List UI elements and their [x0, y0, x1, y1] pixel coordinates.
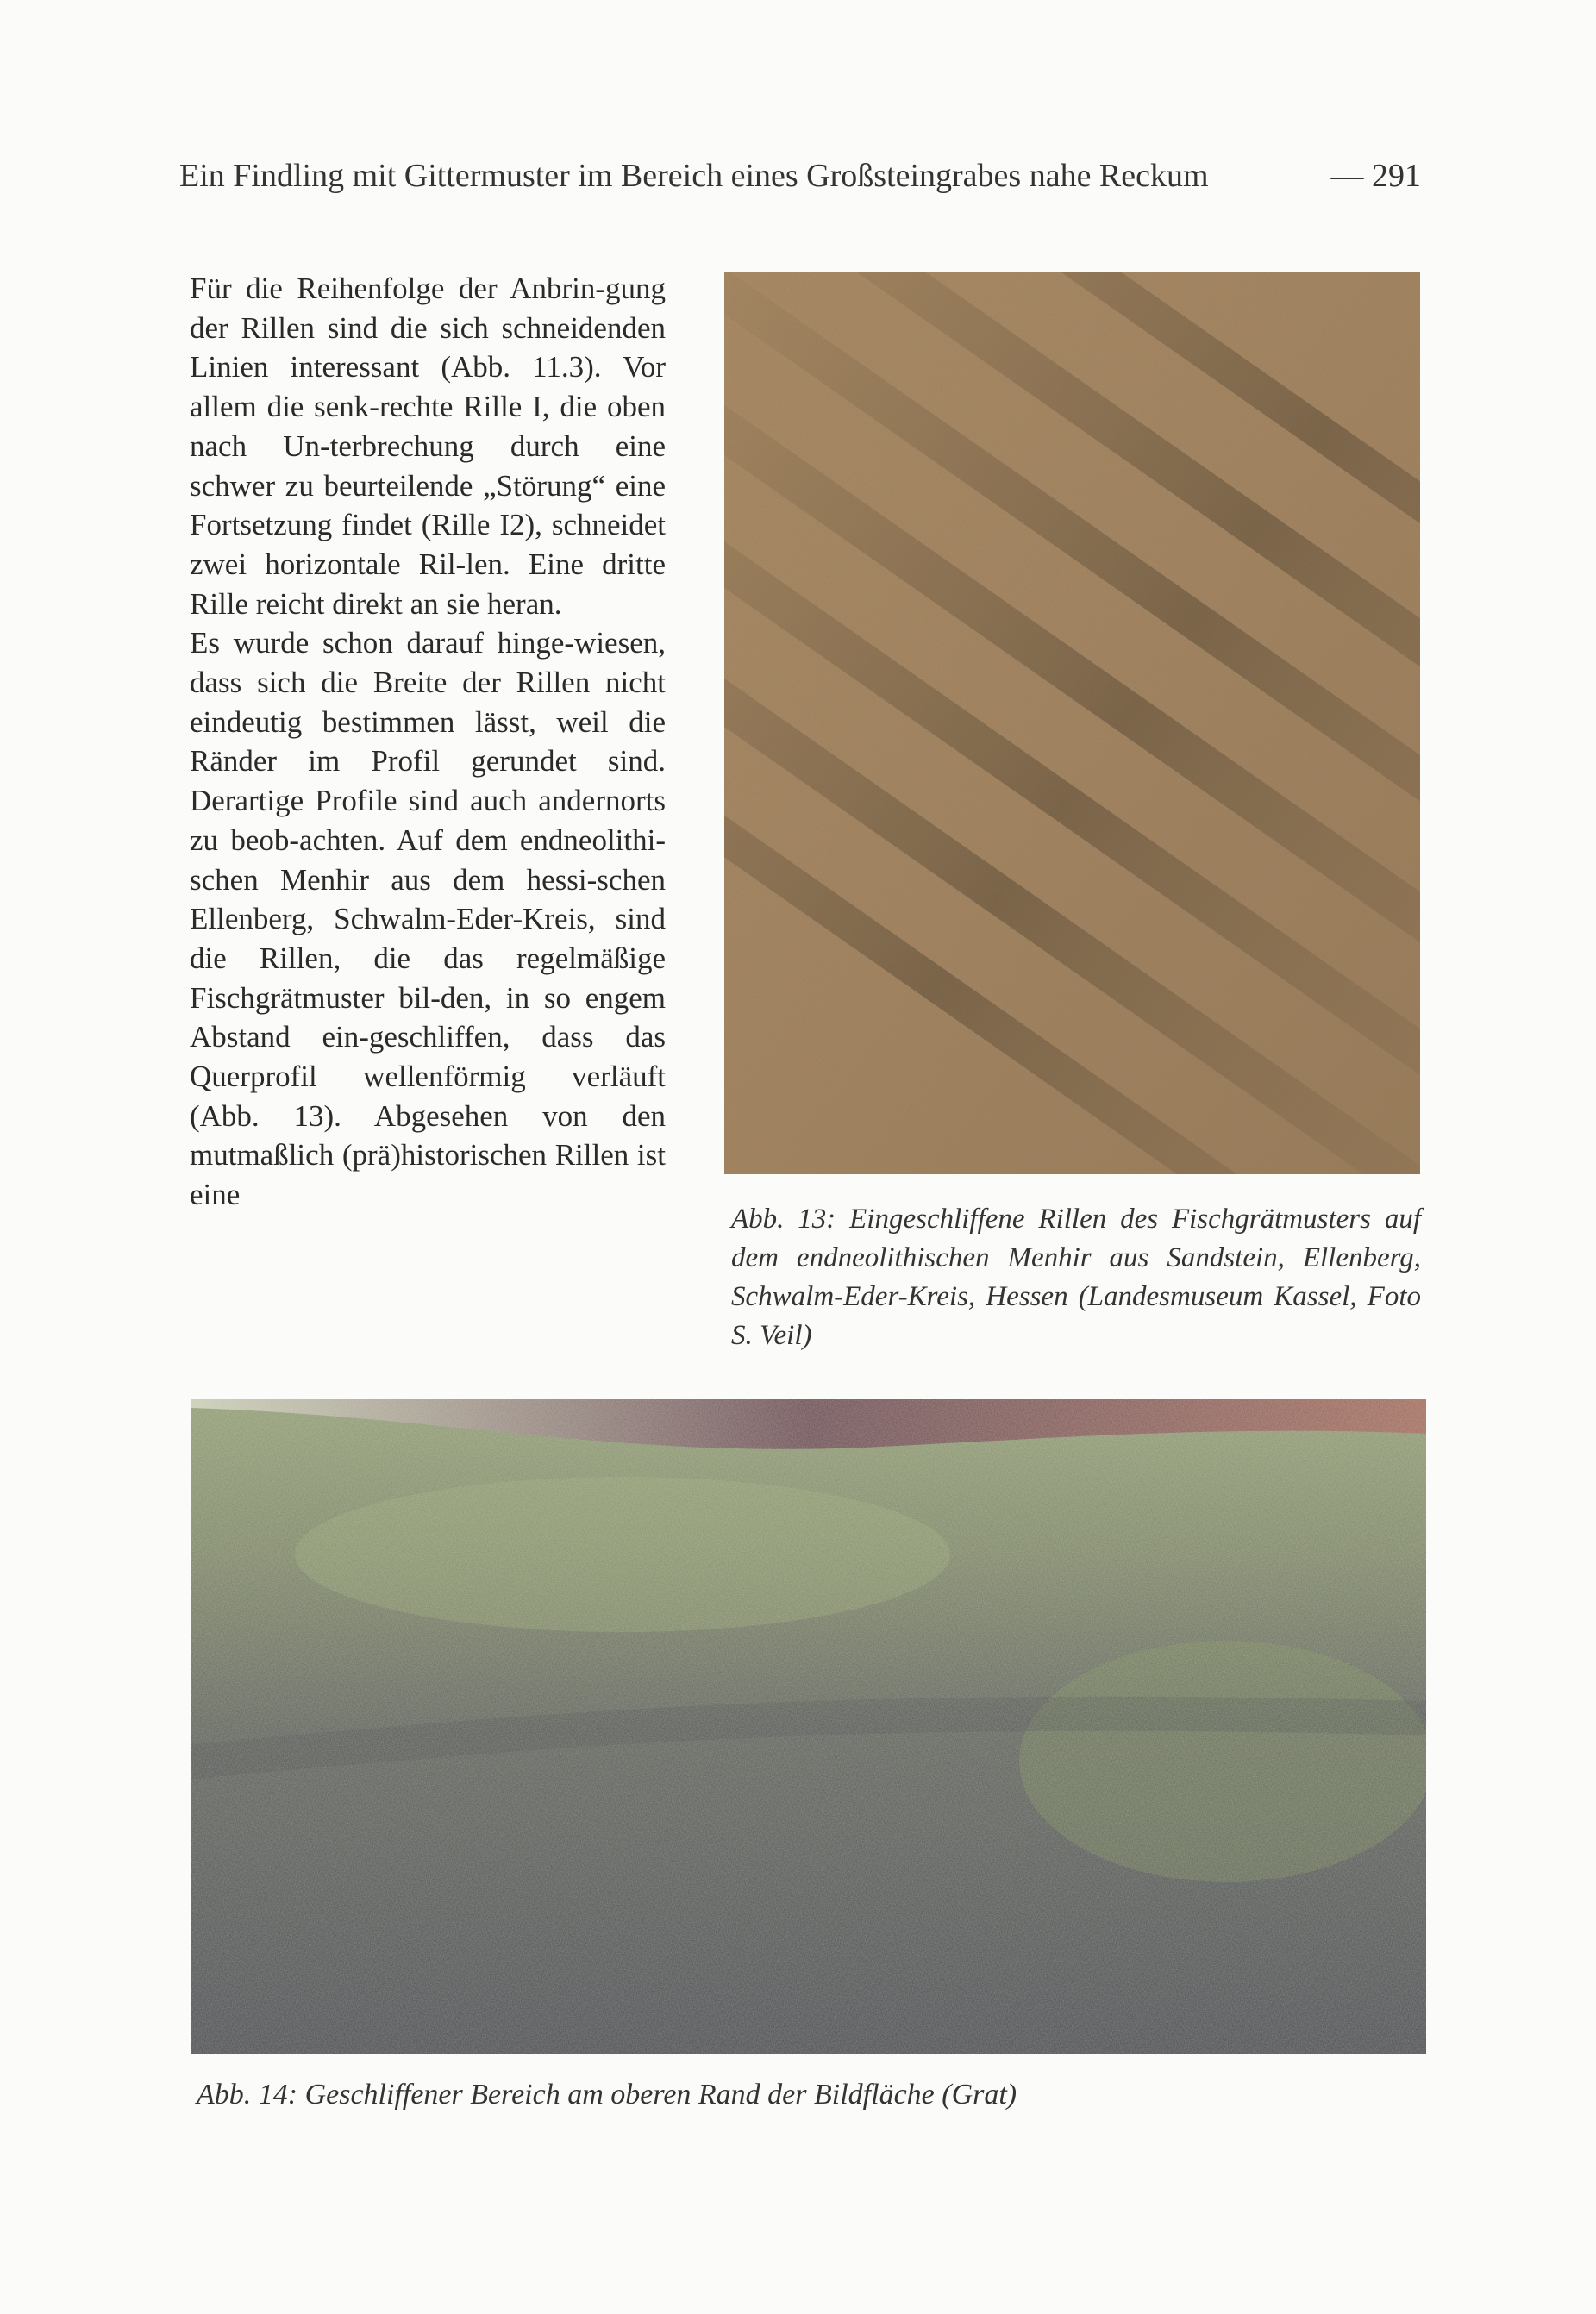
running-title: Ein Findling mit Gittermuster im Bereich eines Großsteingrabes nahe Reckum — [179, 158, 1209, 194]
figure-14-photo-ground-ridge — [191, 1399, 1426, 2054]
figure-13-photo-sandstone-grooves — [724, 272, 1420, 1174]
page-number: — 291 — [1330, 158, 1421, 194]
figure-14-caption: Abb. 14: Geschliffener Bereich am oberen Rand der Bildfläche (Grat) — [197, 2079, 1017, 2111]
running-head — [179, 157, 1421, 195]
body-text-column — [190, 269, 666, 1215]
paragraph-2: Es wurde schon darauf hinge-wiesen, dass sich die Breite der Rillen nicht eindeutig bestimmen lässt, weil die Ränder im Profil gerundet sind. Derartige Profile sind auch andernorts zu beob-achten. Auf dem endneolithi-schen Menhir aus dem hessi-schen Ellenberg, Schwalm-Eder-Kreis, sind die Rillen, die das regelmäßige Fischgrätmuster bil-den, in so engem Abstand ein-geschliffen, dass das Querprofil wellenförmig verläuft (Abb. 13). Abgesehen von den mutmaßlich (prä)historischen Rillen ist eine — [190, 626, 666, 1212]
figure-13-caption: Abb. 13: Eingeschliffene Rillen des Fischgrätmusters auf dem endneolithischen Menhir aus Sandstein, Ellenberg, Schwalm-Eder-Kreis, Hessen (Landesmuseum Kassel, Foto S. Veil) — [731, 1204, 1421, 1351]
paragraph-1: Für die Reihenfolge der Anbrin-gung der Rillen sind die sich schneidenden Linien interessant (Abb. 11.3). Vor allem die senk-rechte Rille I, die oben nach Un-terbrechung durch eine schwer zu beurteilende „Störung“ eine Fortsetzung findet (Rille I2), schneidet zwei horizontale Ril-len. Eine dritte Rille reicht direkt an sie heran. — [190, 272, 666, 621]
